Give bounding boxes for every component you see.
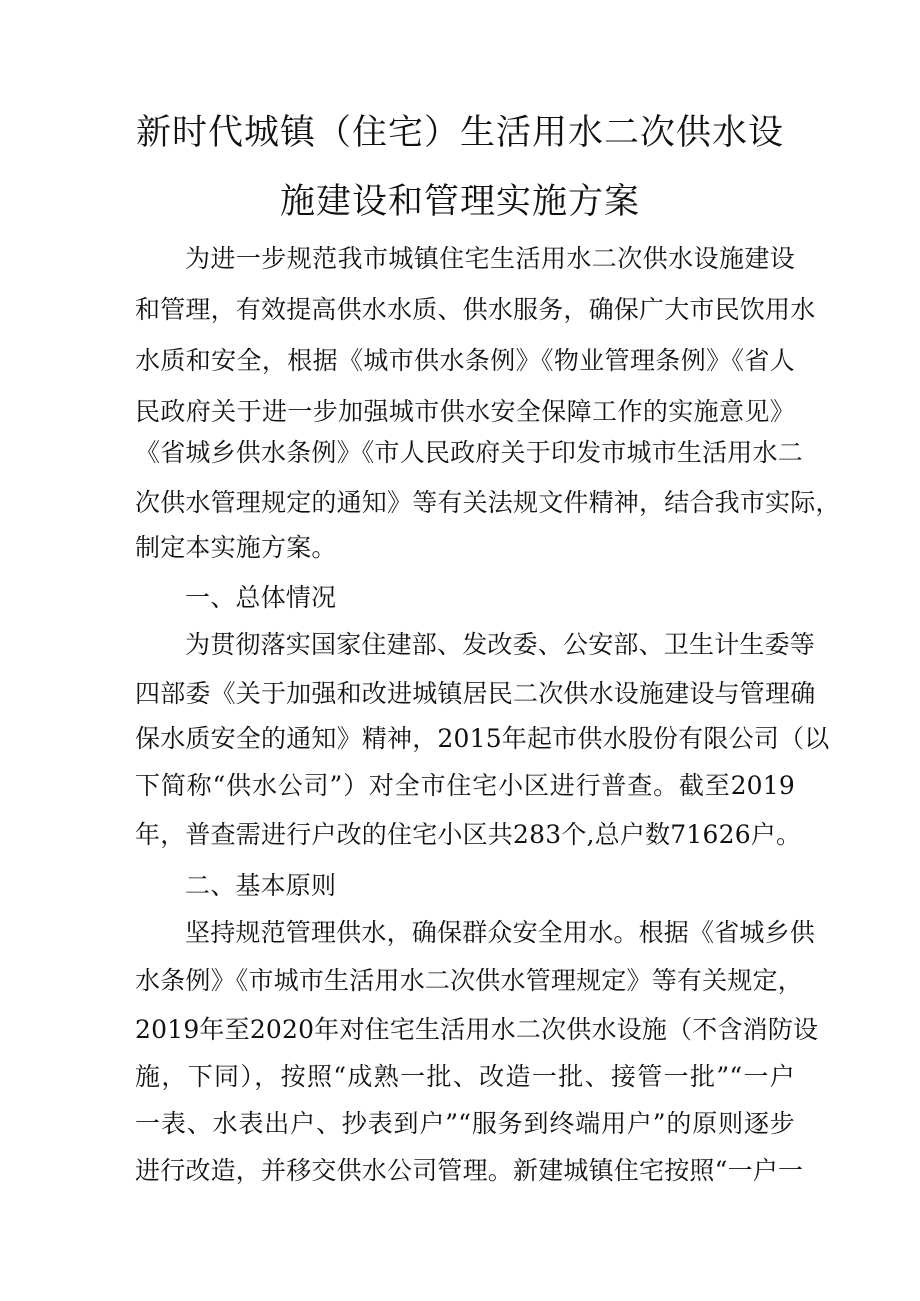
paragraph-line: 和管理，有效提高供水水质、供水服务，确保广大市民饮用水 bbox=[135, 295, 816, 324]
document-title-line-1: 新时代城镇（住宅）生活用水二次供水设 bbox=[135, 113, 784, 153]
paragraph-line: 年，普查需进行户改的住宅小区共283个,总户数71626户。 bbox=[135, 820, 802, 849]
document-title-line-2: 施建设和管理实施方案 bbox=[279, 182, 640, 222]
paragraph-line: 一表、水表出户、抄表到户”“服务到终端用户”的原则逐步 bbox=[135, 1109, 795, 1138]
paragraph-line: 水质和安全，根据《城市供水条例》《物业管理条例》《省人 bbox=[135, 346, 795, 375]
paragraph-line: 为进一步规范我市城镇住宅生活用水二次供水设施建设 bbox=[185, 244, 795, 273]
paragraph-line: 保水质安全的通知》精神，2015年起市供水股份有限公司（以 bbox=[135, 724, 830, 753]
paragraph-line: 《省城乡供水条例》《市人民政府关于印发市城市生活用水二 bbox=[135, 438, 803, 467]
paragraph-line: 制定本实施方案。 bbox=[135, 533, 337, 562]
paragraph-line: 民政府关于进一步加强城市供水安全保障工作的实施意见》 bbox=[135, 397, 795, 426]
paragraph-line: 水条例》《市城市生活用水二次供水管理规定》等有关规定， bbox=[135, 966, 803, 995]
paragraph-line: 次供水管理规定的通知》等有关法规文件精神，结合我市实际， bbox=[135, 488, 841, 517]
paragraph-line: 进行改造，并移交供水公司管理。新建城镇住宅按照“一户一 bbox=[135, 1156, 804, 1185]
paragraph-line: 为贯彻落实国家住建部、发改委、公安部、卫生计生委等 bbox=[185, 630, 816, 659]
section-heading: 二、基本原则 bbox=[185, 871, 337, 900]
paragraph-line: 坚持规范管理供水，确保群众安全用水。根据《省城乡供 bbox=[185, 918, 816, 947]
paragraph-line: 下简称“供水公司”）对全市住宅小区进行普查。截至2019 bbox=[135, 771, 795, 800]
paragraph-line: 施，下同），按照“成熟一批、改造一批、接管一批”“一户 bbox=[135, 1062, 795, 1091]
paragraph-line: 四部委《关于加强和改进城镇居民二次供水设施建设与管理确 bbox=[135, 679, 816, 708]
section-heading: 一、总体情况 bbox=[185, 583, 337, 612]
paragraph-line: 2019年至2020年对住宅生活用水二次供水设施（不含消防设 bbox=[135, 1015, 819, 1044]
